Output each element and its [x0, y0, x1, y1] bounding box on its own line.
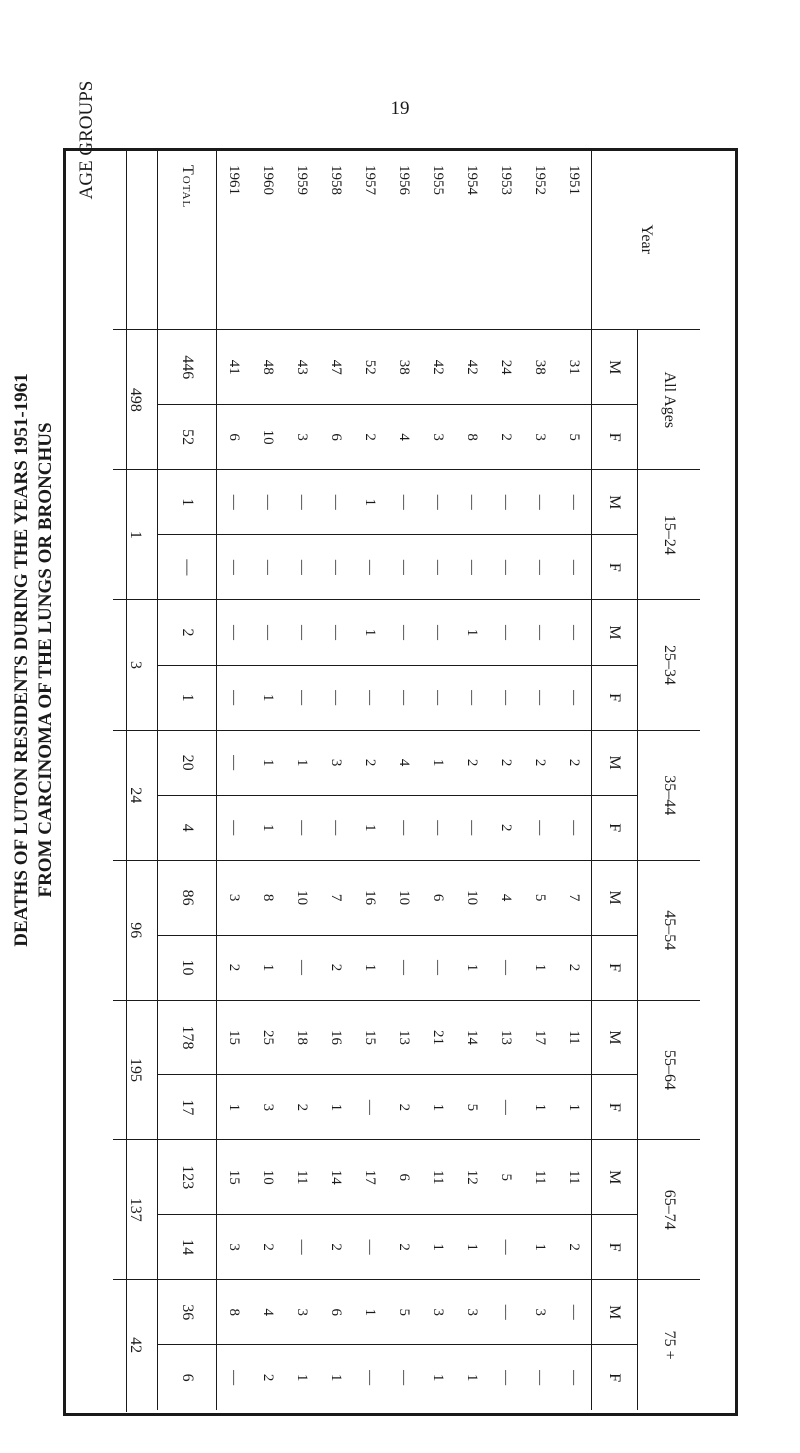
sex-header-male: M: [592, 600, 638, 665]
value-cell: —: [421, 470, 455, 535]
totals-row: [158, 149, 217, 1411]
sex-header-male: M: [592, 860, 638, 935]
total-cell: 52: [158, 405, 217, 470]
value-cell: 3: [523, 1280, 557, 1345]
value-cell: —: [387, 665, 421, 730]
sex-header-female: F: [592, 665, 638, 730]
value-cell: —: [387, 935, 421, 1000]
year-cell: 1961: [217, 149, 252, 330]
combined-total-cell: 42: [113, 1280, 158, 1410]
age-group-35-44: 35–44: [638, 730, 701, 860]
combined-total-cell: 96: [113, 860, 158, 1000]
value-cell: —: [523, 470, 557, 535]
table-row: [455, 149, 489, 1411]
year-cell: 1952: [523, 149, 557, 330]
value-cell: 5: [489, 1140, 523, 1215]
total-cell: 6: [158, 1345, 217, 1410]
year-cell: 1954: [455, 149, 489, 330]
value-cell: —: [353, 535, 387, 600]
value-cell: —: [523, 1345, 557, 1410]
value-cell: 5: [523, 860, 557, 935]
sex-header-male: M: [592, 1140, 638, 1215]
value-cell: 42: [455, 330, 489, 405]
sex-header-female: F: [592, 1075, 638, 1140]
age-groups-label: AGE GROUPS: [76, 80, 97, 200]
sex-header-male: M: [592, 470, 638, 535]
value-cell: 10: [251, 405, 285, 470]
value-cell: —: [285, 935, 319, 1000]
age-group-all-ages: All Ages: [638, 330, 701, 470]
value-cell: 1: [421, 1215, 455, 1280]
value-cell: —: [557, 1345, 592, 1410]
value-cell: 1: [251, 935, 285, 1000]
combined-total-cell: 137: [113, 1140, 158, 1280]
value-cell: —: [217, 665, 252, 730]
value-cell: —: [489, 1075, 523, 1140]
value-cell: —: [251, 600, 285, 665]
value-cell: —: [251, 535, 285, 600]
value-cell: 1: [523, 1215, 557, 1280]
combined-total-cell: 195: [113, 1000, 158, 1140]
table-row: [217, 149, 252, 1411]
value-cell: —: [489, 1215, 523, 1280]
combined-total-cell: 3: [113, 600, 158, 730]
age-group-45-54: 45–54: [638, 860, 701, 1000]
value-cell: 38: [387, 330, 421, 405]
value-cell: 17: [523, 1000, 557, 1075]
value-cell: 2: [489, 405, 523, 470]
total-cell: 123: [158, 1140, 217, 1215]
value-cell: 15: [217, 1000, 252, 1075]
value-cell: 3: [523, 405, 557, 470]
table-title-line-1: DEATHS OF LUTON RESIDENTS DURING THE YEARS 1951-1961: [11, 373, 32, 947]
value-cell: —: [455, 535, 489, 600]
combined-total-cell: 24: [113, 730, 158, 860]
value-cell: 11: [421, 1140, 455, 1215]
sex-header-female: F: [592, 405, 638, 470]
year-cell: 1959: [285, 149, 319, 330]
age-group-55-64: 55–64: [638, 1000, 701, 1140]
value-cell: —: [217, 535, 252, 600]
value-cell: 31: [557, 330, 592, 405]
table-row: [523, 149, 557, 1411]
value-cell: —: [523, 535, 557, 600]
year-cell: 1957: [353, 149, 387, 330]
value-cell: 10: [387, 860, 421, 935]
value-cell: —: [421, 935, 455, 1000]
table-title: [10, 160, 58, 1160]
value-cell: 2: [387, 1075, 421, 1140]
value-cell: 13: [387, 1000, 421, 1075]
value-cell: 1: [455, 1215, 489, 1280]
value-cell: 42: [421, 330, 455, 405]
total-cell: 446: [158, 330, 217, 405]
value-cell: —: [523, 665, 557, 730]
value-cell: 2: [319, 1215, 353, 1280]
table-row: [285, 149, 319, 1411]
value-cell: 6: [319, 1280, 353, 1345]
combined-total-cell: 498: [113, 330, 158, 470]
value-cell: 11: [557, 1140, 592, 1215]
value-cell: —: [285, 470, 319, 535]
value-cell: —: [251, 470, 285, 535]
value-cell: 3: [251, 1075, 285, 1140]
value-cell: 18: [285, 1000, 319, 1075]
value-cell: 1: [523, 1075, 557, 1140]
value-cell: 3: [217, 1215, 252, 1280]
table-row: [421, 149, 455, 1411]
total-cell: 20: [158, 730, 217, 795]
value-cell: 10: [455, 860, 489, 935]
value-cell: —: [387, 795, 421, 860]
value-cell: —: [387, 1345, 421, 1410]
value-cell: 3: [285, 1280, 319, 1345]
value-cell: 2: [489, 730, 523, 795]
sex-header-male: M: [592, 1280, 638, 1345]
value-cell: 2: [353, 730, 387, 795]
value-cell: 4: [251, 1280, 285, 1345]
value-cell: —: [387, 600, 421, 665]
value-cell: —: [353, 665, 387, 730]
value-cell: 4: [387, 730, 421, 795]
value-cell: 41: [217, 330, 252, 405]
value-cell: 2: [523, 730, 557, 795]
value-cell: —: [217, 470, 252, 535]
value-cell: —: [217, 600, 252, 665]
value-cell: 14: [455, 1000, 489, 1075]
value-cell: 1: [285, 1345, 319, 1410]
value-cell: 2: [251, 1215, 285, 1280]
value-cell: 1: [319, 1075, 353, 1140]
value-cell: 8: [455, 405, 489, 470]
value-cell: —: [489, 470, 523, 535]
value-cell: 16: [353, 860, 387, 935]
sex-header-male: M: [592, 330, 638, 405]
value-cell: 14: [319, 1140, 353, 1215]
total-cell: 4: [158, 795, 217, 860]
combined-totals-row: [113, 149, 158, 1411]
value-cell: 6: [319, 405, 353, 470]
value-cell: —: [319, 600, 353, 665]
total-cell: 10: [158, 935, 217, 1000]
sex-header-female: F: [592, 1215, 638, 1280]
value-cell: 4: [489, 860, 523, 935]
value-cell: —: [557, 535, 592, 600]
year-cell: 1951: [557, 149, 592, 330]
value-cell: —: [421, 665, 455, 730]
value-cell: 2: [455, 730, 489, 795]
value-cell: 1: [421, 1345, 455, 1410]
year-cell: 1953: [489, 149, 523, 330]
age-group-15-24: 15–24: [638, 470, 701, 600]
value-cell: 11: [557, 1000, 592, 1075]
value-cell: 21: [421, 1000, 455, 1075]
value-cell: 1: [251, 730, 285, 795]
value-cell: 1: [251, 795, 285, 860]
year-cell: 1960: [251, 149, 285, 330]
value-cell: —: [557, 1280, 592, 1345]
value-cell: 48: [251, 330, 285, 405]
table-row: [353, 149, 387, 1411]
value-cell: —: [319, 470, 353, 535]
value-cell: 8: [251, 860, 285, 935]
value-cell: —: [217, 1345, 252, 1410]
value-cell: 2: [319, 935, 353, 1000]
value-cell: —: [421, 795, 455, 860]
value-cell: —: [489, 665, 523, 730]
value-cell: —: [523, 795, 557, 860]
value-cell: 1: [455, 600, 489, 665]
value-cell: 6: [421, 860, 455, 935]
total-cell: 1: [158, 665, 217, 730]
age-group-25-34: 25–34: [638, 600, 701, 730]
value-cell: 1: [421, 1075, 455, 1140]
table-row: [319, 149, 353, 1411]
value-cell: 2: [489, 795, 523, 860]
value-cell: 24: [489, 330, 523, 405]
table-row: [251, 149, 285, 1411]
value-cell: 2: [285, 1075, 319, 1140]
value-cell: 2: [251, 1345, 285, 1410]
value-cell: 12: [455, 1140, 489, 1215]
total-cell: 178: [158, 1000, 217, 1075]
value-cell: —: [353, 1345, 387, 1410]
value-cell: 1: [353, 1280, 387, 1345]
value-cell: 1: [557, 1075, 592, 1140]
sex-header-female: F: [592, 795, 638, 860]
value-cell: —: [523, 600, 557, 665]
value-cell: —: [455, 795, 489, 860]
value-cell: 1: [353, 600, 387, 665]
value-cell: —: [217, 795, 252, 860]
total-cell: 14: [158, 1215, 217, 1280]
total-cell: —: [158, 535, 217, 600]
value-cell: 2: [557, 935, 592, 1000]
table-row: [489, 149, 523, 1411]
value-cell: —: [353, 1215, 387, 1280]
value-cell: —: [387, 535, 421, 600]
value-cell: 2: [557, 1215, 592, 1280]
total-label: Total: [158, 149, 217, 330]
value-cell: —: [387, 470, 421, 535]
value-cell: —: [489, 935, 523, 1000]
value-cell: 15: [353, 1000, 387, 1075]
value-cell: 7: [557, 860, 592, 935]
year-cell: 1956: [387, 149, 421, 330]
value-cell: 1: [319, 1345, 353, 1410]
value-cell: 1: [523, 935, 557, 1000]
age-group-65-74: 65–74: [638, 1140, 701, 1280]
value-cell: 1: [251, 665, 285, 730]
value-cell: —: [489, 600, 523, 665]
table-title-line-2: FROM CARCINOMA OF THE LUNGS OR BRONCHUS: [35, 422, 56, 898]
age-group-75-plus: 75 +: [638, 1280, 701, 1410]
page-number: 19: [390, 98, 410, 119]
value-cell: 5: [387, 1280, 421, 1345]
value-cell: —: [489, 1280, 523, 1345]
combined-label-cell: [113, 149, 158, 330]
value-cell: —: [217, 730, 252, 795]
value-cell: —: [455, 665, 489, 730]
value-cell: 1: [455, 935, 489, 1000]
value-cell: 15: [217, 1140, 252, 1215]
value-cell: —: [319, 665, 353, 730]
value-cell: 8: [217, 1280, 252, 1345]
value-cell: 6: [217, 405, 252, 470]
value-cell: —: [489, 1345, 523, 1410]
year-header: Year: [592, 149, 701, 330]
value-cell: 2: [217, 935, 252, 1000]
total-cell: 1: [158, 470, 217, 535]
mortality-table-rotated: [125, 148, 700, 1410]
year-cell: 1955: [421, 149, 455, 330]
value-cell: —: [285, 795, 319, 860]
value-cell: 1: [285, 730, 319, 795]
total-cell: 86: [158, 860, 217, 935]
value-cell: 2: [387, 1215, 421, 1280]
sex-header-female: F: [592, 935, 638, 1000]
age-group-header-row: [638, 149, 701, 1411]
year-cell: 1958: [319, 149, 353, 330]
table-body: [113, 149, 592, 1411]
value-cell: —: [557, 470, 592, 535]
value-cell: 3: [285, 405, 319, 470]
value-cell: —: [285, 535, 319, 600]
value-cell: 16: [319, 1000, 353, 1075]
value-cell: 4: [387, 405, 421, 470]
value-cell: 11: [523, 1140, 557, 1215]
value-cell: —: [319, 795, 353, 860]
value-cell: 2: [353, 405, 387, 470]
value-cell: —: [489, 535, 523, 600]
value-cell: 38: [523, 330, 557, 405]
value-cell: —: [285, 1215, 319, 1280]
value-cell: 2: [557, 730, 592, 795]
table-row: [387, 149, 421, 1411]
total-cell: 17: [158, 1075, 217, 1140]
value-cell: —: [557, 795, 592, 860]
sex-header-male: M: [592, 1000, 638, 1075]
value-cell: —: [353, 1075, 387, 1140]
value-cell: 10: [251, 1140, 285, 1215]
total-cell: 2: [158, 600, 217, 665]
value-cell: 3: [455, 1280, 489, 1345]
value-cell: 1: [353, 935, 387, 1000]
value-cell: 47: [319, 330, 353, 405]
value-cell: 7: [319, 860, 353, 935]
value-cell: 17: [353, 1140, 387, 1215]
value-cell: 3: [217, 860, 252, 935]
value-cell: 10: [285, 860, 319, 935]
value-cell: —: [421, 535, 455, 600]
value-cell: —: [319, 535, 353, 600]
value-cell: 3: [319, 730, 353, 795]
value-cell: —: [285, 600, 319, 665]
value-cell: —: [421, 600, 455, 665]
sex-header-female: F: [592, 1345, 638, 1410]
total-cell: 36: [158, 1280, 217, 1345]
value-cell: 6: [387, 1140, 421, 1215]
value-cell: —: [285, 665, 319, 730]
value-cell: —: [455, 470, 489, 535]
value-cell: 5: [557, 405, 592, 470]
sex-header-row: [592, 149, 638, 1411]
table-row: [557, 149, 592, 1411]
combined-total-cell: 1: [113, 470, 158, 600]
mortality-table: [113, 148, 700, 1410]
sex-header-male: M: [592, 730, 638, 795]
value-cell: 1: [353, 470, 387, 535]
sex-header-female: F: [592, 535, 638, 600]
value-cell: 1: [353, 795, 387, 860]
value-cell: 52: [353, 330, 387, 405]
value-cell: —: [557, 665, 592, 730]
value-cell: 25: [251, 1000, 285, 1075]
value-cell: 3: [421, 405, 455, 470]
value-cell: 1: [217, 1075, 252, 1140]
value-cell: 43: [285, 330, 319, 405]
value-cell: 11: [285, 1140, 319, 1215]
value-cell: 13: [489, 1000, 523, 1075]
value-cell: 1: [421, 730, 455, 795]
value-cell: 1: [455, 1345, 489, 1410]
value-cell: 5: [455, 1075, 489, 1140]
value-cell: —: [557, 600, 592, 665]
value-cell: 3: [421, 1280, 455, 1345]
